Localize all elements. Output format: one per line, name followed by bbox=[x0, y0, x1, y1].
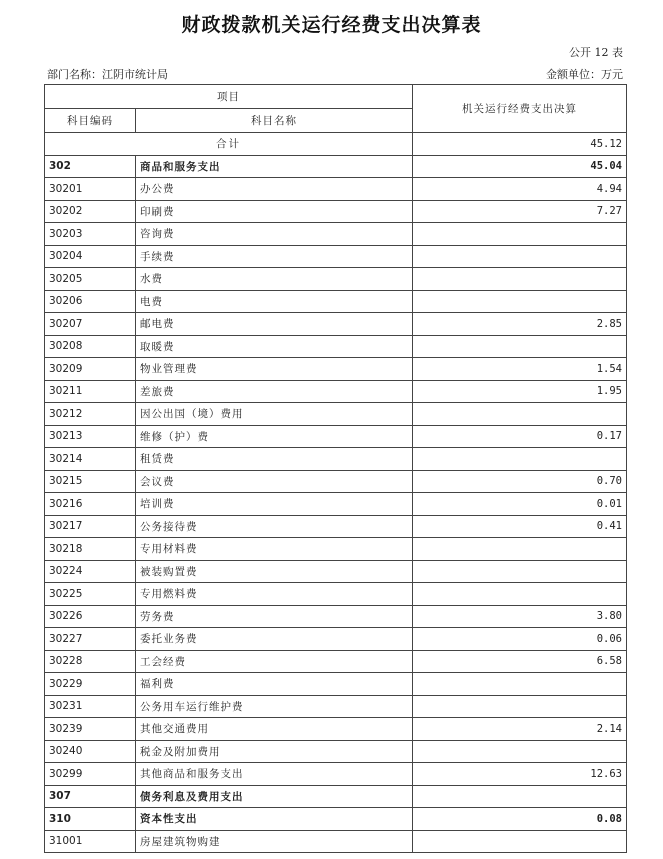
row-name: 其他商品和服务支出 bbox=[136, 763, 413, 786]
row-name: 资本性支出 bbox=[136, 808, 413, 831]
row-name: 培训费 bbox=[136, 493, 413, 516]
table-row bbox=[45, 785, 627, 808]
row-amount: 7.27 bbox=[413, 200, 627, 223]
row-amount: 12.63 bbox=[413, 763, 627, 786]
row-amount bbox=[413, 740, 627, 763]
table-row bbox=[45, 718, 627, 741]
table-row bbox=[45, 448, 627, 471]
row-name: 被装购置费 bbox=[136, 560, 413, 583]
row-code: 30218 bbox=[45, 538, 136, 561]
row-amount: 1.54 bbox=[413, 358, 627, 381]
row-amount bbox=[413, 268, 627, 291]
row-name: 咨询费 bbox=[136, 223, 413, 246]
table-row bbox=[45, 358, 627, 381]
form-number: 公开 12 表 bbox=[569, 46, 623, 59]
row-code: 30206 bbox=[45, 290, 136, 313]
row-name: 印刷费 bbox=[136, 200, 413, 223]
row-name: 专用燃料费 bbox=[136, 583, 413, 606]
row-code: 30216 bbox=[45, 493, 136, 516]
table-row bbox=[45, 560, 627, 583]
table-row bbox=[45, 425, 627, 448]
header-amount: 机关运行经费支出决算 bbox=[413, 85, 627, 133]
table-row bbox=[45, 515, 627, 538]
table-row bbox=[45, 493, 627, 516]
table-row bbox=[45, 538, 627, 561]
row-code: 30203 bbox=[45, 223, 136, 246]
row-amount: 3.80 bbox=[413, 605, 627, 628]
row-name: 物业管理费 bbox=[136, 358, 413, 381]
row-amount: 1.95 bbox=[413, 380, 627, 403]
row-name: 手续费 bbox=[136, 245, 413, 268]
row-code: 30208 bbox=[45, 335, 136, 358]
amount-unit: 金额单位：万元 bbox=[546, 68, 623, 81]
expenditure-table bbox=[44, 84, 627, 853]
header-name: 科目名称 bbox=[136, 109, 413, 133]
row-amount: 0.41 bbox=[413, 515, 627, 538]
row-name: 专用材料费 bbox=[136, 538, 413, 561]
row-amount: 0.08 bbox=[413, 808, 627, 831]
row-name: 税金及附加费用 bbox=[136, 740, 413, 763]
table-row bbox=[45, 223, 627, 246]
row-code: 302 bbox=[45, 155, 136, 178]
table-row bbox=[45, 605, 627, 628]
row-name: 会议费 bbox=[136, 470, 413, 493]
table-row bbox=[45, 245, 627, 268]
row-code: 30239 bbox=[45, 718, 136, 741]
row-code: 30231 bbox=[45, 695, 136, 718]
row-name: 取暖费 bbox=[136, 335, 413, 358]
row-amount bbox=[413, 403, 627, 426]
table-row bbox=[45, 290, 627, 313]
table-row bbox=[45, 763, 627, 786]
row-name: 邮电费 bbox=[136, 313, 413, 336]
row-code: 30217 bbox=[45, 515, 136, 538]
row-code: 310 bbox=[45, 808, 136, 831]
row-amount bbox=[413, 245, 627, 268]
row-name: 福利费 bbox=[136, 673, 413, 696]
row-name: 债务利息及费用支出 bbox=[136, 785, 413, 808]
row-code: 30201 bbox=[45, 178, 136, 201]
row-name: 差旅费 bbox=[136, 380, 413, 403]
row-name: 水费 bbox=[136, 268, 413, 291]
table-row bbox=[45, 268, 627, 291]
row-name: 公务接待费 bbox=[136, 515, 413, 538]
row-amount: 0.17 bbox=[413, 425, 627, 448]
table-row bbox=[45, 695, 627, 718]
row-code: 30207 bbox=[45, 313, 136, 336]
table-row bbox=[45, 155, 627, 178]
table-row bbox=[45, 380, 627, 403]
row-code: 30215 bbox=[45, 470, 136, 493]
row-name: 电费 bbox=[136, 290, 413, 313]
row-code: 30209 bbox=[45, 358, 136, 381]
total-label: 合计 bbox=[45, 133, 413, 156]
row-name: 公务用车运行维护费 bbox=[136, 695, 413, 718]
row-amount bbox=[413, 695, 627, 718]
row-name: 委托业务费 bbox=[136, 628, 413, 651]
row-amount bbox=[413, 673, 627, 696]
table-row bbox=[45, 200, 627, 223]
row-amount: 4.94 bbox=[413, 178, 627, 201]
row-name: 维修（护）费 bbox=[136, 425, 413, 448]
row-amount: 0.01 bbox=[413, 493, 627, 516]
table-row bbox=[45, 583, 627, 606]
row-amount: 6.58 bbox=[413, 650, 627, 673]
row-amount bbox=[413, 583, 627, 606]
row-amount: 0.70 bbox=[413, 470, 627, 493]
row-amount bbox=[413, 830, 627, 853]
row-code: 307 bbox=[45, 785, 136, 808]
header-project: 项目 bbox=[45, 85, 413, 109]
table-row bbox=[45, 335, 627, 358]
page-title: 财政拨款机关运行经费支出决算表 bbox=[181, 14, 482, 36]
total-row bbox=[45, 133, 627, 156]
row-code: 30240 bbox=[45, 740, 136, 763]
table-row bbox=[45, 178, 627, 201]
row-amount: 45.04 bbox=[413, 155, 627, 178]
table-row bbox=[45, 808, 627, 831]
row-code: 31001 bbox=[45, 830, 136, 853]
row-amount: 2.85 bbox=[413, 313, 627, 336]
row-name: 因公出国（境）费用 bbox=[136, 403, 413, 426]
total-amount: 45.12 bbox=[413, 133, 627, 156]
row-code: 30211 bbox=[45, 380, 136, 403]
table-row bbox=[45, 740, 627, 763]
row-code: 30213 bbox=[45, 425, 136, 448]
row-code: 30224 bbox=[45, 560, 136, 583]
row-code: 30229 bbox=[45, 673, 136, 696]
row-name: 工会经费 bbox=[136, 650, 413, 673]
row-amount bbox=[413, 560, 627, 583]
row-code: 30225 bbox=[45, 583, 136, 606]
row-amount bbox=[413, 335, 627, 358]
table-row bbox=[45, 403, 627, 426]
row-amount bbox=[413, 448, 627, 471]
row-code: 30227 bbox=[45, 628, 136, 651]
row-code: 30228 bbox=[45, 650, 136, 673]
row-amount bbox=[413, 223, 627, 246]
row-name: 劳务费 bbox=[136, 605, 413, 628]
row-name: 租赁费 bbox=[136, 448, 413, 471]
table-row bbox=[45, 313, 627, 336]
row-code: 30226 bbox=[45, 605, 136, 628]
header-code: 科目编码 bbox=[45, 109, 136, 133]
row-name: 房屋建筑物购建 bbox=[136, 830, 413, 853]
row-code: 30212 bbox=[45, 403, 136, 426]
table-row bbox=[45, 673, 627, 696]
row-name: 其他交通费用 bbox=[136, 718, 413, 741]
row-amount bbox=[413, 538, 627, 561]
row-code: 30205 bbox=[45, 268, 136, 291]
row-name: 商品和服务支出 bbox=[136, 155, 413, 178]
table-row bbox=[45, 650, 627, 673]
table-row bbox=[45, 470, 627, 493]
row-code: 30214 bbox=[45, 448, 136, 471]
header-row bbox=[45, 85, 627, 109]
row-name: 办公费 bbox=[136, 178, 413, 201]
table-row bbox=[45, 628, 627, 651]
row-amount: 2.14 bbox=[413, 718, 627, 741]
row-code: 30299 bbox=[45, 763, 136, 786]
row-code: 30204 bbox=[45, 245, 136, 268]
row-amount: 0.06 bbox=[413, 628, 627, 651]
row-code: 30202 bbox=[45, 200, 136, 223]
department-name: 部门名称：江阴市统计局 bbox=[47, 68, 168, 81]
row-amount bbox=[413, 785, 627, 808]
row-amount bbox=[413, 290, 627, 313]
table-row bbox=[45, 830, 627, 853]
